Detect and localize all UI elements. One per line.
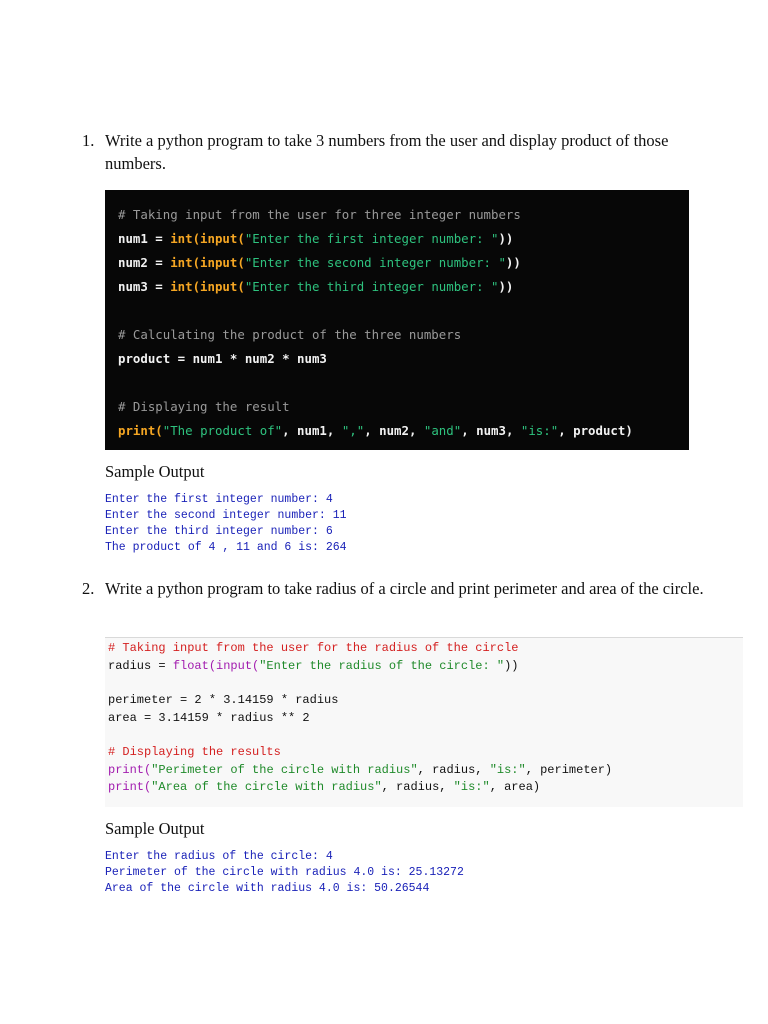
question-2 (82, 577, 722, 600)
code-line: perimeter = 2 * 3.14159 * radius (108, 693, 339, 707)
code-line: num3 = int(input("Enter the third integer number: ")) (118, 279, 514, 294)
code-block-1 (105, 190, 689, 450)
output-line: The product of 4 , 11 and 6 is: 264 (105, 541, 347, 554)
sample-output-label-2: Sample Output (105, 819, 205, 838)
question-2-number: 2. (82, 579, 95, 598)
code-comment: # Calculating the product of the three numbers (118, 327, 462, 342)
sample-output-1 (105, 492, 347, 556)
code-line: num2 = int(input("Enter the second integer number: ")) (118, 255, 521, 270)
code-line: print("Perimeter of the circle with radius", radius, "is:", perimeter) (108, 762, 613, 777)
code-comment: # Taking input from the user for three integer numbers (118, 207, 521, 222)
output-line: Enter the third integer number: 6 (105, 525, 333, 538)
code-comment: # Displaying the results (108, 745, 281, 759)
code-line: radius = float(input("Enter the radius of the circle: ")) (108, 658, 519, 673)
output-line: Enter the second integer number: 11 (105, 509, 347, 522)
output-line: Enter the radius of the circle: 4 (105, 850, 333, 863)
question-1-text: Write a python program to take 3 numbers from the user and display product of those numbers. (105, 131, 669, 173)
code-block-2 (105, 637, 743, 807)
code-comment: # Taking input from the user for the radius of the circle (108, 641, 519, 655)
code-comment: # Displaying the result (118, 399, 290, 414)
code-line: area = 3.14159 * radius ** 2 (108, 710, 310, 725)
question-1 (82, 129, 722, 175)
question-2-text: Write a python program to take radius of a circle and print perimeter and area of the circle. (105, 579, 704, 598)
output-line: Enter the first integer number: 4 (105, 493, 333, 506)
code-line: product = num1 * num2 * num3 (118, 351, 327, 366)
output-line: Perimeter of the circle with radius 4.0 is: 25.13272 (105, 866, 464, 879)
code-line: print("The product of", num1, ",", num2, "and", num3, "is:", product) (118, 423, 633, 438)
sample-output-2 (105, 849, 464, 897)
code-line: print("Area of the circle with radius", radius, "is:", area) (108, 780, 541, 794)
output-line: Area of the circle with radius 4.0 is: 50.26544 (105, 882, 430, 895)
code-line: num1 = int(input("Enter the first integer number: ")) (118, 231, 514, 246)
question-1-number: 1. (82, 131, 95, 150)
sample-output-label-1: Sample Output (105, 462, 205, 481)
